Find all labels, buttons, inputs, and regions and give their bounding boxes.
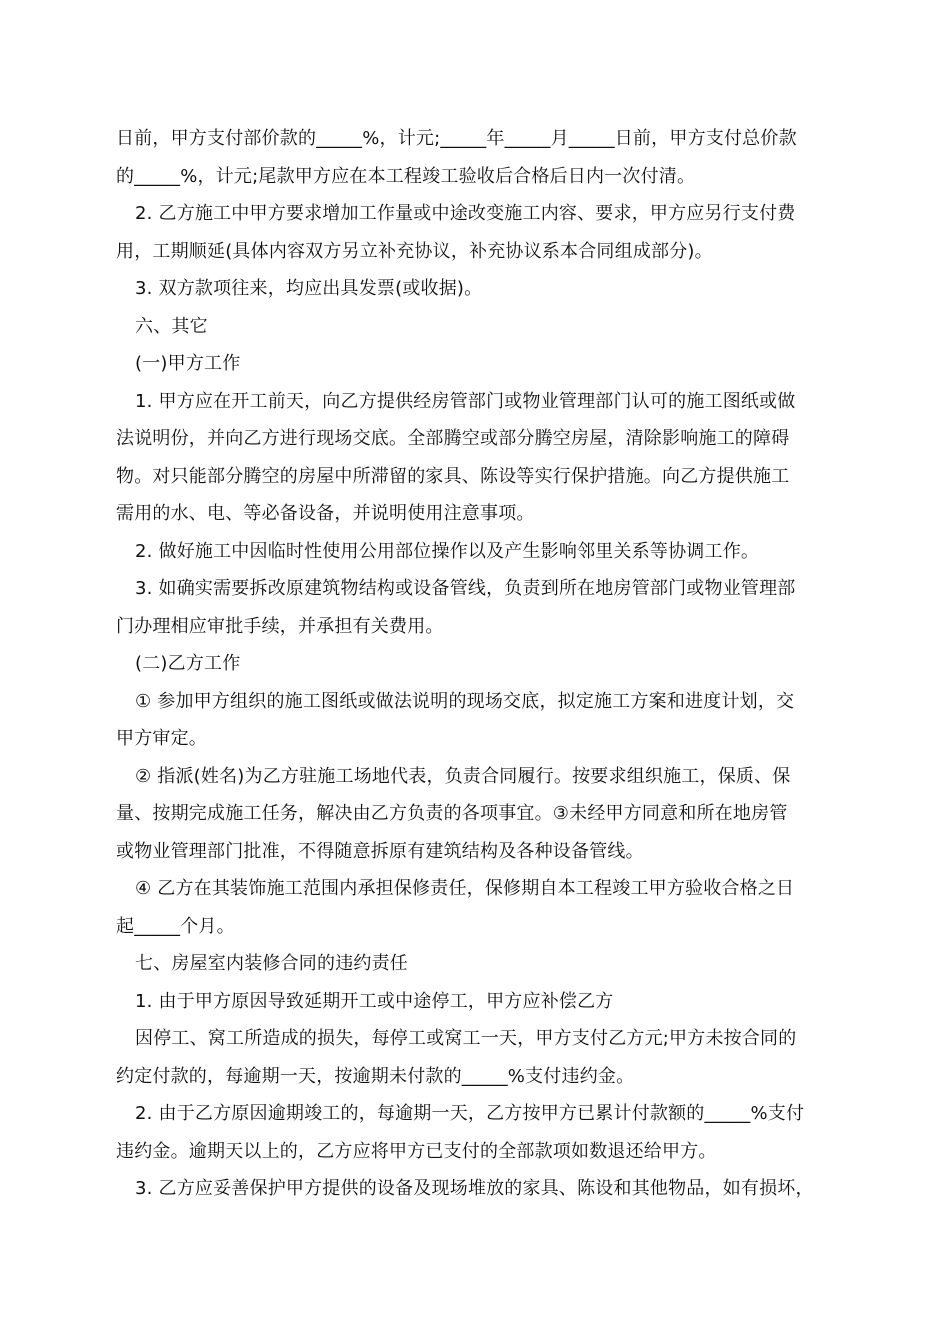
contract-text-body [116,120,838,1208]
text-line: 量、按期完成施工任务，解决由乙方负责的各项事宜。③未经甲方同意和所在地房管 [116,803,788,824]
text-line: 违约金。逾期天以上的，乙方应将甲方已支付的全部款项如数退还给甲方。 [116,1140,717,1162]
text-line: 1. 甲方应在开工前天，向乙方提供经房管部门或物业管理部门认可的施工图纸或做 [135,390,796,412]
text-line: 物。对只能部分腾空的房屋中所滞留的家具、陈设等实行保护措施。向乙方提供施工 [116,465,790,487]
text-line: 3. 双方款项往来，均应出具发票(或收据)。 [135,278,483,299]
text-line: 或物业管理部门批准，不得随意拆原有建筑结构及各种设备管线。 [116,840,644,862]
text-line: 用，工期顺延(具体内容双方另立补充协议，补充协议系本合同组成部分)。 [116,240,713,262]
text-line: 2. 由于乙方原因逾期竣工的，每逾期一天，乙方按甲方已累计付款额的_____%支付 [135,1103,805,1124]
text-line: (一)甲方工作 [135,353,241,374]
text-line: 因停工、窝工所造成的损失，每停工或窝工一天，甲方支付乙方元;甲方未按合同的 [135,1028,797,1049]
text-line: 2. 乙方施工中甲方要求增加工作量或中途改变施工内容、要求，甲方应另行支付费 [135,203,796,224]
text-line: ② 指派(姓名)为乙方驻施工场地代表，负责合同履行。按要求组织施工，保质、保 [135,765,791,787]
text-line: 六、其它 [135,315,208,337]
text-line: 2. 做好施工中因临时性使用公用部位操作以及产生影响邻里关系等协调工作。 [135,540,760,562]
text-line: 3. 如确实需要拆改原建筑物结构或设备管线，负责到所在地房管部门或物业管理部 [135,578,796,599]
text-line: 约定付款的，每逾期一天，按逾期未付款的_____%支付违约金。 [116,1065,635,1087]
text-line: 法说明份，并向乙方进行现场交底。全部腾空或部分腾空房屋，清除影响施工的障碍 [116,428,790,449]
text-line: 日前，甲方支付部价款的_____%，计元;_____年_____月_____日前，甲方支付总价款 [116,128,797,149]
text-line: 1. 由于甲方原因导致延期开工或中途停工，甲方应补偿乙方 [135,990,614,1012]
text-line: 七、房屋室内装修合同的违约责任 [135,953,408,974]
text-line: (二)乙方工作 [135,653,241,674]
text-line: ① 参加甲方组织的施工图纸或做法说明的现场交底，拟定施工方案和进度计划，交 [135,690,795,712]
text-line: 门办理相应审批手续，并承担有关费用。 [116,615,444,637]
text-line: 起_____个月。 [116,915,235,937]
text-line: 3. 乙方应妥善保护甲方提供的设备及现场堆放的家具、陈设和其他物品，如有损坏， [135,1178,814,1199]
text-line: ④ 乙方在其装饰施工范围内承担保修责任，保修期自本工程竣工甲方验收合格之日 [135,878,795,899]
text-line: 需用的水、电、等必备设备，并说明使用注意事项。 [116,503,535,524]
text-line: 的_____%，计元;尾款甲方应在本工程竣工验收后合格后日内一次付清。 [116,165,696,187]
text-line: 甲方审定。 [116,728,207,749]
